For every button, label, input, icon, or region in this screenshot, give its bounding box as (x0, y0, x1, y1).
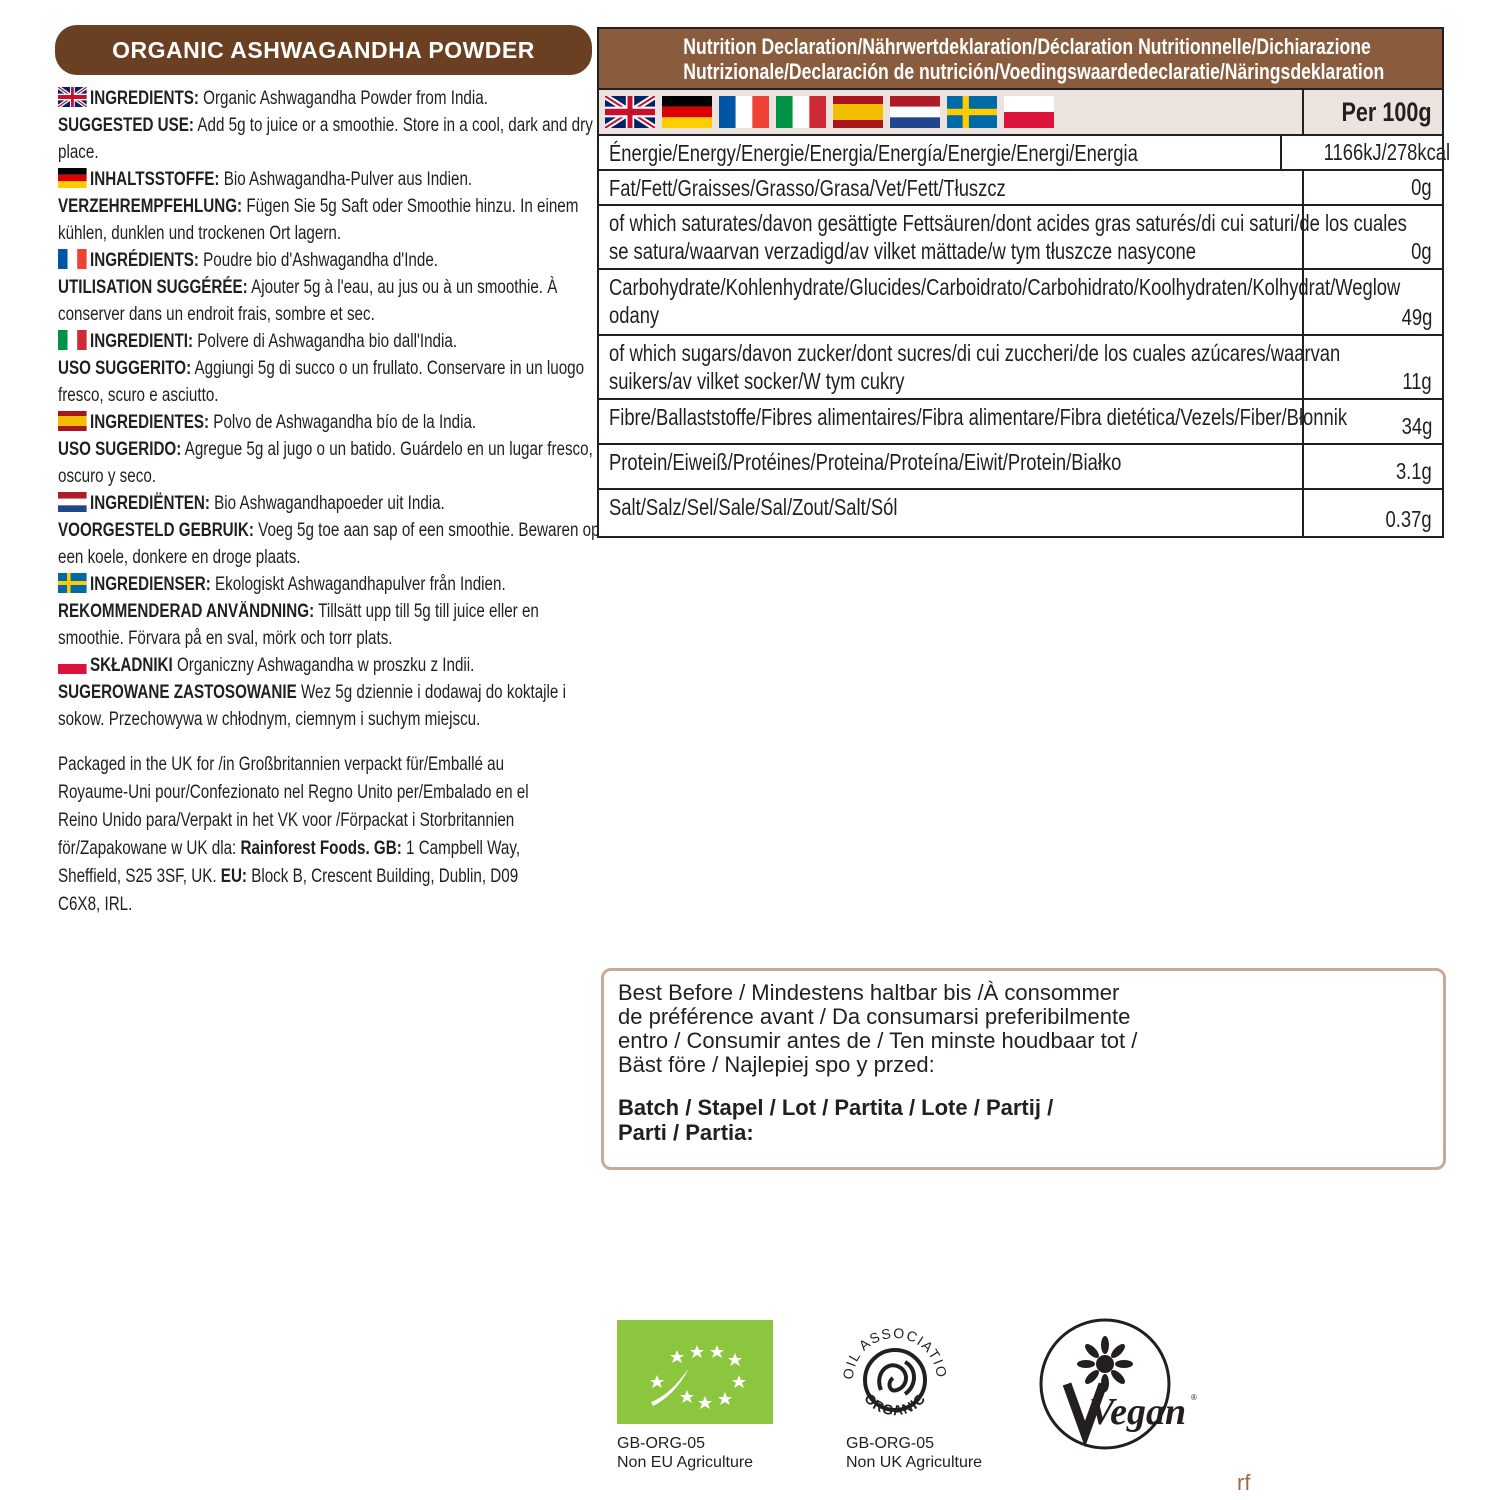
ingredient-block (58, 571, 578, 652)
ingredients-text: Polvere di Ashwagandha bio dall'India. (193, 331, 458, 352)
usage-text: Aggiungi 5g di succo o un frullato. Conservare in un luogo (191, 358, 585, 379)
ingredient-block (58, 409, 593, 490)
nutrition-row (599, 171, 1442, 206)
ingredients-label: INGREDIENSER: (90, 574, 211, 595)
sweden-flag-icon (58, 573, 87, 593)
usage-label: USO SUGGERITO: (58, 358, 192, 379)
eu-organic-origin: Non EU Agriculture (617, 1454, 754, 1471)
ingredients-text: Poudre bio d'Ashwagandha d'Inde. (198, 250, 439, 271)
netherlands-flag-icon (890, 96, 940, 128)
ingredients-label: INGREDIENTS: (90, 88, 199, 109)
usage-text: Fügen Sie 5g Saft oder Smoothie hinzu. In einem (242, 196, 579, 217)
ingredients-text: Bio Ashwagandha-Pulver aus Indien. (219, 169, 473, 190)
nutrition-row (599, 270, 1442, 336)
nutrient-value: 11g (1402, 368, 1432, 394)
eu-organic-leaf-icon (617, 1320, 773, 1424)
soil-association-code: GB-ORG-05 (846, 1435, 935, 1452)
usage-label: VERZEHREMPFEHLUNG: (58, 196, 243, 217)
usage-text: Voeg 5g toe aan sap of een smoothie. Bewaren op (253, 520, 600, 541)
usage-text-continued: smoothie. Förvara på en sval, mörk och torr plats. (58, 628, 393, 649)
nutrient-name: of which saturates/davon gesättigte Fettsäuren/dont acides gras saturés/di cui saturi/de los cuales se satura/waarvan verzadigd/av vilket mättade/w tym tłuszcze nasycone (599, 206, 1304, 268)
ingredients-column (58, 85, 600, 919)
spain-flag-icon (58, 411, 87, 431)
usage-label: UTILISATION SUGGÉRÉE: (58, 277, 248, 298)
usage-text: Tillsätt upp till 5g till juice eller en (314, 601, 539, 622)
nutrition-flag-row (599, 90, 1442, 136)
italy-flag-icon (58, 330, 87, 350)
vegan-society-icon (1037, 1316, 1203, 1482)
germany-flag-icon (662, 96, 712, 128)
ingredient-block (58, 166, 578, 247)
best-before-line-1: Best Before / Mindestens haltbar bis /À consommer (618, 980, 1120, 1005)
svg-text:®: ® (1191, 1393, 1197, 1402)
nutrient-name: Fibre/Ballaststoffe/Fibres alimentaires/Fibra alimentare/Fibra dietética/Vezels/Fiber/Błonnik (599, 400, 1304, 443)
italy-flag-icon (776, 96, 826, 128)
ingredient-block (58, 328, 585, 409)
usage-text-continued: sokow. Przechowywa w chłodnym, ciemnym i suchym miejscu. (58, 709, 481, 730)
usage-text: Wez 5g dziennie i dodawaj do koktajle i (296, 682, 566, 703)
soil-organic-text: ORGANIC (861, 1389, 929, 1419)
nutrient-name: Carbohydrate/Kohlenhydrate/Glucides/Carboidrato/Carbohidrato/Koolhydraten/Kolhydrat/Weglow odany (599, 270, 1304, 334)
usage-text: Agregue 5g al jugo o un batido. Guárdelo en un lugar fresco, (181, 439, 593, 460)
poland-flag-icon (1004, 96, 1054, 128)
nutrient-value: 0.37g (1385, 506, 1432, 532)
usage-text-continued: conserver dans un endroit frais, sombre et sec. (58, 304, 375, 325)
nutrition-row (599, 400, 1442, 445)
ingredients-label: SKŁADNIKI (90, 655, 173, 676)
soil-association-organic-icon (831, 1316, 959, 1444)
ingredients-label: INGREDIENTES: (90, 412, 210, 433)
nutrient-value: 0g (1411, 174, 1432, 200)
svg-text:SOIL ASSOCIATION (831, 1316, 950, 1380)
usage-label: SUGEROWANE ZASTOSOWANIE (58, 682, 297, 703)
per-100g-label: Per 100g (1304, 90, 1442, 134)
uk-flag-icon (58, 87, 87, 107)
nutrition-row (599, 136, 1451, 171)
nutrient-value: 1166kJ/278kcal (1323, 139, 1451, 165)
best-before-box (601, 968, 1446, 1170)
vegan-wordmark: Vegan (1089, 1391, 1187, 1433)
product-title-banner (55, 25, 592, 75)
ingredients-text: Ekologiskt Ashwagandhapulver från Indien. (210, 574, 506, 595)
nutrient-name: Fat/Fett/Graisses/Grasso/Grasa/Vet/Fett/Tłuszcz (599, 171, 1304, 204)
nutrition-row (599, 336, 1442, 400)
uk-flag-icon (605, 96, 655, 128)
ingredient-block (58, 85, 593, 166)
nutrient-name: Protein/Eiweiß/Protéines/Proteina/Proteína/Eiwit/Protein/Białko (599, 445, 1304, 488)
france-flag-icon (719, 96, 769, 128)
usage-text-continued: fresco, scuro e asciutto. (58, 385, 219, 406)
ingredients-label: INGRÉDIENTS: (90, 250, 199, 271)
usage-text-continued: oscuro y seco. (58, 466, 156, 487)
poland-flag-icon (58, 654, 87, 674)
usage-text: Add 5g to juice or a smoothie. Store in a cool, dark and dry (193, 115, 593, 136)
ingredients-label: INGREDIENTI: (90, 331, 194, 352)
nutrient-value: 49g (1401, 304, 1432, 330)
usage-label: VOORGESTELD GEBRUIK: (58, 520, 254, 541)
sweden-flag-icon (947, 96, 997, 128)
ingredient-block (58, 490, 600, 571)
svg-text:ORGANIC (861, 1390, 929, 1418)
soil-ring-text: OIL ASSOCIATIO (839, 1324, 951, 1381)
soil-association-origin: Non UK Agriculture (846, 1454, 983, 1471)
spain-flag-icon (833, 96, 883, 128)
ingredient-block (58, 652, 578, 733)
usage-text: Ajouter 5g à l'eau, au jus ou à un smoothie. À (247, 277, 558, 298)
ingredients-text: Organic Ashwagandha Powder from India. (198, 88, 488, 109)
france-flag-icon (58, 249, 87, 269)
netherlands-flag-icon (58, 492, 87, 512)
ingredients-label: INGREDIËNTEN: (90, 493, 210, 514)
nutrient-name: Énergie/Energy/Energie/Energia/Energía/Energie/Energi/Energia (599, 136, 1282, 169)
nutrient-value: 3.1g (1396, 458, 1432, 484)
rf-mark: rf (1237, 1470, 1251, 1495)
ingredients-text: Organiczny Ashwagandha w proszku z Indii. (172, 655, 475, 676)
batch-line-1: Batch / Stapel / Lot / Partita / Lote / Partij / (618, 1095, 1054, 1120)
ingredient-block (58, 247, 578, 328)
nutrient-value: 0g (1411, 238, 1432, 264)
usage-label: SUGGESTED USE: (58, 115, 194, 136)
packaged-by-statement: Packaged in the UK for /in Großbritannien verpackt für/Emballé au Royaume-Uni pour/Confezionato nel Regno Unito per/Embalado en el Reino Unido para/Verpakt in het VK voor /Förpackat i Storbritannien för/Zapakowane w UK dla: Rainforest Foods. GB: 1 Campbell Way, Sheffield, S25 3SF, UK. EU: Block B, Crescent Building, Dublin, D09 C6X8, IRL. (58, 754, 529, 915)
product-title: ORGANIC ASHWAGANDHA POWDER (112, 36, 535, 63)
germany-flag-icon (58, 168, 87, 188)
ingredients-text: Bio Ashwagandhapoeder uit India. (209, 493, 445, 514)
usage-text-continued: place. (58, 142, 99, 163)
best-before-line-4: Bäst före / Najlepiej spo y przed: (618, 1052, 935, 1077)
nutrition-table (597, 27, 1451, 538)
company-name: Rainforest Foods. GB: (240, 838, 402, 859)
best-before-line-3: entro / Consumir antes de / Ten minste houdbaar tot / (618, 1028, 1138, 1053)
eu-organic-code: GB-ORG-05 (617, 1435, 706, 1452)
ingredients-text: Polvo de Ashwagandha bío de la India. (209, 412, 477, 433)
ingredients-label: INHALTSSTOFFE: (90, 169, 220, 190)
nutrient-name: of which sugars/davon zucker/dont sucres/di cui zuccheri/de los cuales azúcares/waarvan suikers/av vilket socker/W tym cukry (599, 336, 1304, 398)
batch-label (618, 1095, 1429, 1145)
nutrition-table-header (599, 29, 1442, 90)
nutrient-value: 34g (1401, 413, 1432, 439)
best-before-line-2: de préférence avant / Da consumarsi preferibilmente (618, 1004, 1131, 1029)
nutrient-name: Salt/Salz/Sel/Sale/Sal/Zout/Salt/Sól (599, 490, 1304, 536)
batch-line-2: Parti / Partia: (618, 1120, 754, 1145)
language-flags (599, 90, 1304, 134)
nutrition-header-line-2: Nutrizionale/Declaración de nutrición/Voedingswaardedeclaratie/Näringsdeklaration (683, 58, 1385, 84)
usage-label: REKOMMENDERAD ANVÄNDNING: (58, 601, 315, 622)
usage-text-continued: een koele, donkere en droge plaats. (58, 547, 301, 568)
nutrition-row (599, 445, 1442, 490)
usage-label: USO SUGERIDO: (58, 439, 182, 460)
nutrition-row (599, 490, 1442, 536)
nutrition-row (599, 206, 1442, 270)
nutrition-header-line-1: Nutrition Declaration/Nährwertdeklaration/Déclaration Nutritionnelle/Dichiarazione (683, 33, 1371, 59)
usage-text-continued: kühlen, dunklen und trockenen Ort lagern. (58, 223, 342, 244)
